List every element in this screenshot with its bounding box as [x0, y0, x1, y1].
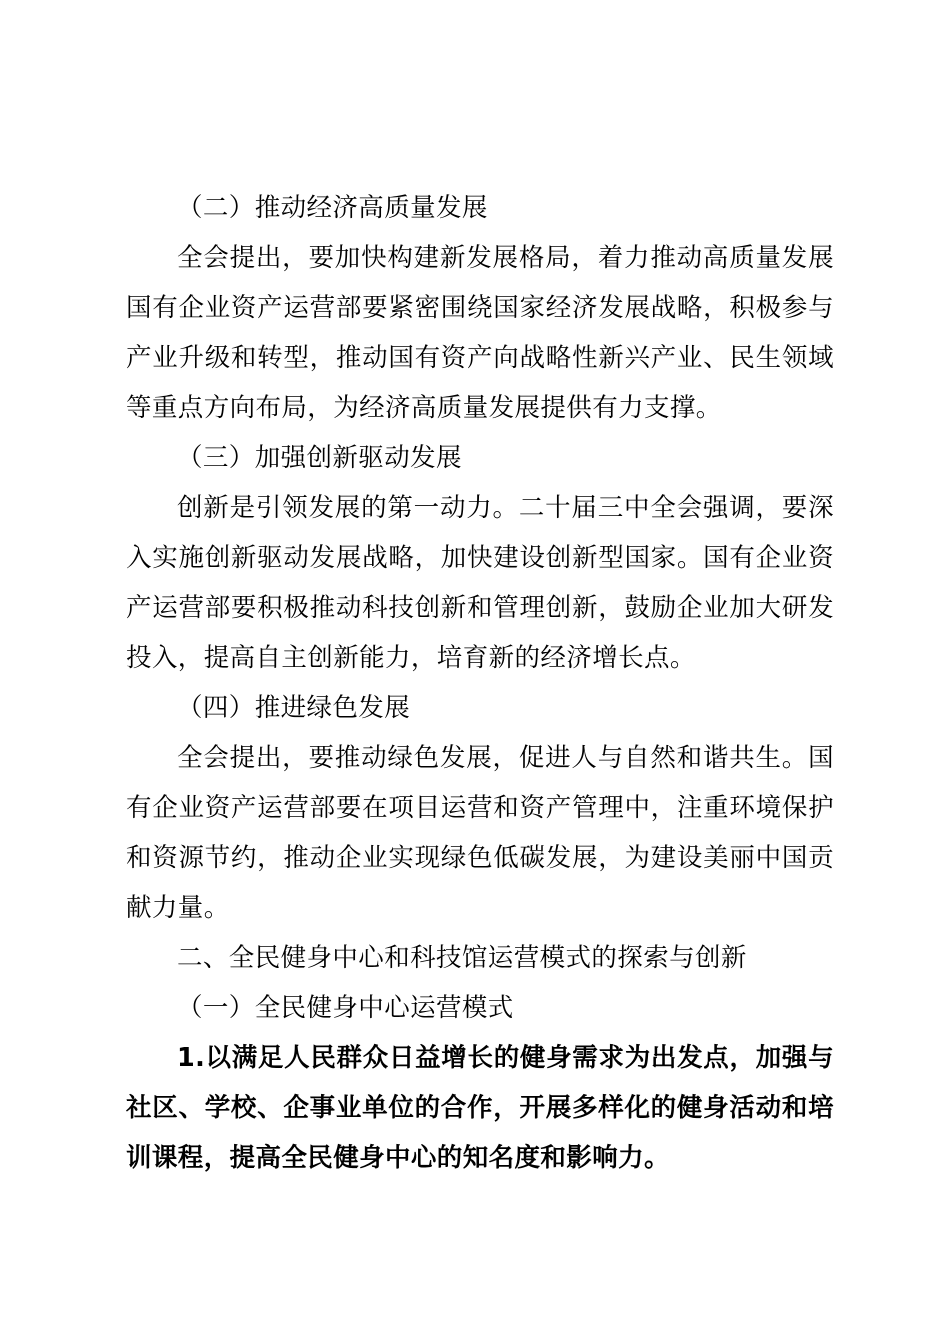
document-body: [126, 183, 834, 1183]
numbered-item-1: 1.以满足人民群众日益增长的健身需求为出发点，加强与社区、学校、企事业单位的合作，开展多样化的健身活动和培训课程，提高全民健身中心的知名度和影响力。: [126, 1043, 834, 1173]
body-paragraph-1: 全会提出，要加快构建新发展格局，着力推动高质量发展国有企业资产运营部要紧密围绕国家经济发展战略，积极参与产业升级和转型，推动国有资产向战略性新兴产业、民生领域等重点方向布局，为经济高质量发展提供有力支撑。: [126, 243, 834, 423]
section-heading-4: （四）推进绿色发展: [177, 693, 411, 723]
section-heading-3: （三）加强创新驱动发展: [177, 443, 462, 473]
section-heading-2: （二）推动经济高质量发展: [177, 193, 488, 223]
body-paragraph-2: 创新是引领发展的第一动力。二十届三中全会强调，要深入实施创新驱动发展战略，加快建设创新型国家。国有企业资产运营部要积极推动科技创新和管理创新，鼓励企业加大研发投入，提高自主创新能力，培育新的经济增长点。: [126, 493, 834, 673]
subsection-heading-1: （一）全民健身中心运营模式: [177, 993, 514, 1023]
chapter-heading-2: 二、全民健身中心和科技馆运营模式的探索与创新: [177, 943, 747, 973]
body-paragraph-3: 全会提出，要推动绿色发展，促进人与自然和谐共生。国有企业资产运营部要在项目运营和资产管理中，注重环境保护和资源节约，推动企业实现绿色低碳发展，为建设美丽中国贡献力量。: [126, 743, 834, 923]
